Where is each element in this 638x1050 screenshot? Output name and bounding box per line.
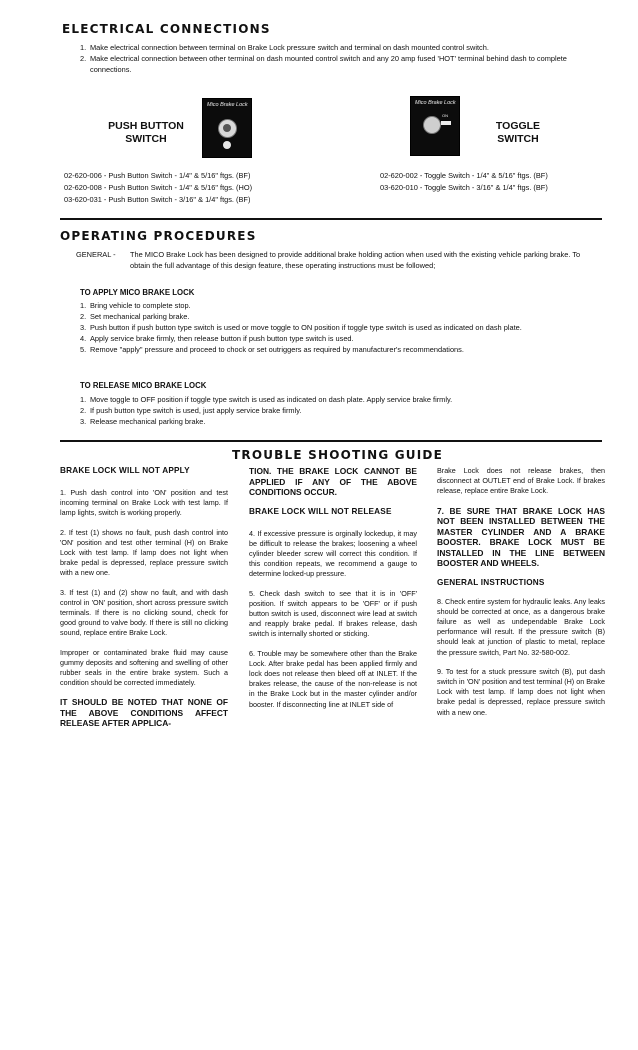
apply-problem-heading: BRAKE LOCK WILL NOT APPLY [60, 466, 190, 475]
step-paragraph: 9. To test for a stuck pressure switch (B), put dash switch in 'ON' position and test terminal (H) on Brake Lock with test lamp. If lamp does not light when brake pedal is depressed, replace pressure switch with a new one. [437, 666, 605, 717]
notice-text: IT SHOULD BE NOTED THAT NONE OF THE ABOVE CONDITIONS AFFECT RELEASE AFTER APPLICA- [60, 697, 228, 729]
list-item: 5. Remove "apply" pressure and proceed to chock or set outriggers as required by manufacturer's recommendations. [80, 345, 464, 354]
list-item: 02-620-008 - Push Button Switch - 1/4" & 5/16" ftgs. (HO) [64, 183, 253, 192]
list-item: 1. Make electrical connection between terminal on Brake Lock pressure switch and terminal on dash mounted control switch. [80, 43, 489, 52]
step-paragraph: 4. If excessive pressure is orginally lockedup, it may be difficult to release the brakes; loosening a wheel cylinder bleeder screw will correct this condition. If this condition repeats, we recommend a gauge to determine locked-up pressure. [249, 528, 417, 579]
list-item: 3. Push button if push button type switch is used or move toggle to ON position if toggle type switch is used as indicated on dash plate. [80, 323, 522, 332]
general-text: The MICO Brake Lock has been designed to provide additional brake holding action when used with the existing vehicle parking brake. To obtain the full advantage of this design feature, these operating instructions must be followed; [130, 250, 581, 270]
trouble-column-2 [249, 466, 417, 719]
push-button-knob-icon [218, 119, 237, 138]
list-item: 1. Move toggle to OFF position if toggle type switch is used as indicated on dash plate. Apply service brake firmly. [80, 395, 453, 404]
list-item: 02-620-006 - Push Button Switch - 1/4" & 5/16" ftgs. (BF) [64, 171, 251, 180]
general-label: GENERAL - [76, 250, 116, 259]
electrical-steps [80, 42, 580, 75]
release-steps [80, 394, 590, 427]
push-button-switch-label: PUSH BUTTON SWITCH [108, 120, 184, 145]
operating-procedures-title: OPERATING PROCEDURES [60, 229, 257, 243]
step-paragraph: 8. Check entire system for hydraulic leaks. Any leaks should be corrected at once, as a dangerous brake failure as well as undependable Brake Lock performance will result. If the pressure switch (B) should leak at junction of plastic to metal, replace the pressure switch, Part No. 32-580-002. [437, 596, 605, 657]
list-item: 1. Bring vehicle to complete stop. [80, 301, 191, 310]
toggle-switch-icon [423, 116, 441, 134]
step-paragraph: 3. If test (1) and (2) show no fault, and with dash control in 'ON' position, short across pressure switch terminals. If there is no clicking sound, check for good ground to valve body. If there is still no clicking sound, replace entire Brake Lock. [60, 587, 228, 638]
list-item: 03-620-010 - Toggle Switch - 3/16" & 1/4" ftgs. (BF) [380, 183, 548, 192]
step-paragraph: 1. Push dash control into 'ON' position and test incoming terminal on Brake Lock with test lamp. If lamp lights, switch is working properly. [60, 488, 228, 518]
list-item: 2. If push button type switch is used, just apply service brake firmly. [80, 406, 302, 415]
push-button-switch-image: Mico Brake Lock [202, 98, 252, 158]
toggle-switch-image: Mico Brake Lock ON [410, 96, 460, 156]
step-paragraph: Brake Lock does not release brakes, then disconnect at OUTLET end of Brake Lock. If brakes release, replace entire Brake Lock. [437, 466, 605, 496]
step-paragraph: Improper or contaminated brake fluid may cause gummy deposits and softening and swelling of other rubber seals in the entire brake system. Such a condition should be corrected immediately. [60, 647, 228, 688]
toggle-switch-label: TOGGLE SWITCH [495, 120, 541, 145]
trouble-column-3 [437, 466, 605, 727]
list-item: 3. Release mechanical parking brake. [80, 417, 206, 426]
trouble-shooting-title: TROUBLE SHOOTING GUIDE [232, 448, 443, 462]
step-paragraph: 2. If test (1) shows no fault, push dash control into 'ON' position and test other terminal (H) on Brake Lock with test lamp. If lamp does not light when brake pedal is depressed, replace pressure switch with a new one. [60, 527, 228, 578]
list-item: 4. Apply service brake firmly, then release button if push button type switch is used. [80, 334, 354, 343]
toggle-parts-list [380, 170, 548, 194]
electrical-connections-title: ELECTRICAL CONNECTIONS [62, 22, 271, 36]
step-paragraph: 6. Trouble may be somewhere other than the Brake Lock. After brake pedal has been applied firmly and lock does not release then bleed off at INLET. If the brakes release, the cause of the non-release is not in the Brake Lock but in the master cylinder and/or booster. If disconnecting line at INLET side of [249, 648, 417, 709]
list-item: 2. Make electrical connection between other terminal on dash mounted control switch and any 20 amp fused 'HOT' terminal behind dash to complete connections. [80, 54, 567, 74]
apply-heading: TO APPLY MICO BRAKE LOCK [80, 288, 195, 297]
release-problem-heading: BRAKE LOCK WILL NOT RELEASE [249, 506, 392, 516]
list-item: 2. Set mechanical parking brake. [80, 312, 190, 321]
step-paragraph: 5. Check dash switch to see that it is in 'OFF' position. If switch appears to be 'OFF' or if push button switch is used, disconnect wire lead at switch and reapply brake pedal. If brakes release, dash switch is internally shorted or sticking. [249, 588, 417, 639]
trouble-column-1 [60, 466, 228, 738]
apply-steps [80, 300, 590, 355]
section-divider [60, 440, 602, 442]
notice-text: TION. THE BRAKE LOCK CANNOT BE APPLIED IF ANY OF THE ABOVE CONDITIONS OCCUR. [249, 466, 417, 497]
list-item: 03-620-031 - Push Button Switch - 3/16" & 1/4" ftgs. (BF) [64, 195, 251, 204]
push-button-parts-list [64, 170, 252, 206]
list-item: 02-620-002 - Toggle Switch - 1/4" & 5/16" ftgs. (BF) [380, 171, 548, 180]
general-instructions-heading: GENERAL INSTRUCTIONS [437, 577, 545, 587]
section-divider [60, 218, 602, 220]
installation-warning: 7. BE SURE THAT BRAKE LOCK HAS NOT BEEN INSTALLED BETWEEN THE MASTER CYLINDER AND A BRAKE BOOSTER. BRAKE LOCK MUST BE INSTALLED IN THE LINE BETWEEN BOOSTER AND WHEELS. [437, 505, 605, 569]
release-heading: TO RELEASE MICO BRAKE LOCK [80, 381, 207, 390]
general-paragraph [76, 249, 592, 271]
